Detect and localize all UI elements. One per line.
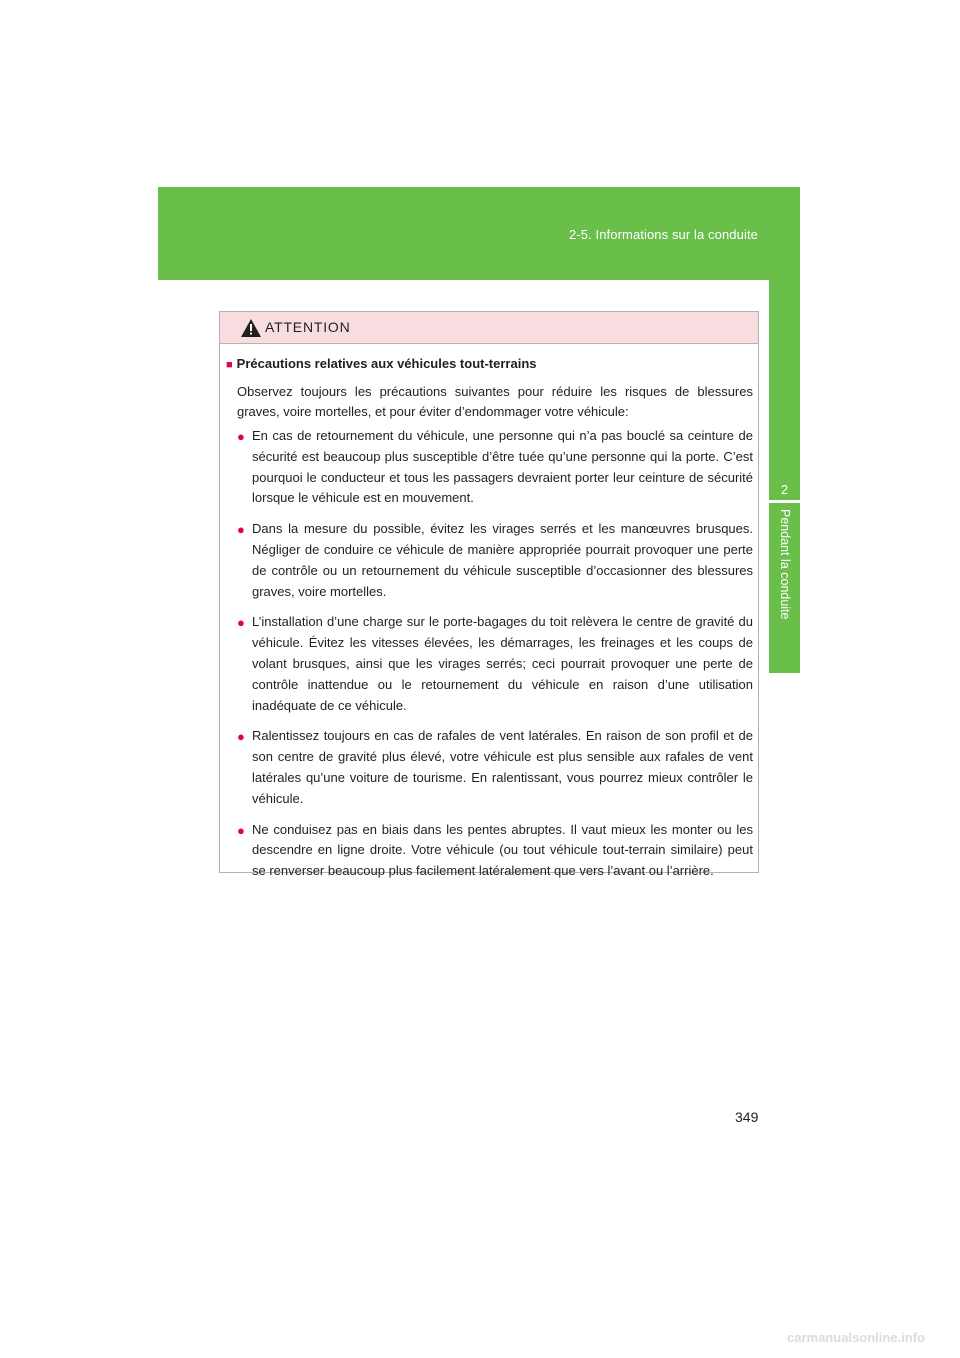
warning-header (220, 312, 758, 344)
chapter-tab-number (769, 280, 800, 500)
section-header-title: 2-5. Informations sur la conduite (568, 227, 758, 242)
chapter-label: Pendant la conduite (777, 509, 792, 620)
list-item: ● L’installation d’une charge sur le porte-bagages du toit relèvera le centre de gravité du véhicule. Évitez les vitesses élevées, les démarrages, les freinages et les coups de volant brusques, ainsi que les virages serrés; ceci pourrait provoquer une perte de contrôle inattendue ou le retournement du véhicule en raison d’une utilisation inadéquate de ce véhicule. (237, 614, 753, 713)
list-item: ● Ralentissez toujours en cas de rafales de vent latérales. En raison de son profil et de son centre de gravité plus élevé, votre véhicule est plus sensible aux rafales de vent latérales qu’une voiture de tourisme. En ralentissant, vous pourrez mieux contrôler le véhicule. (237, 728, 753, 806)
bullet-dot-icon: ● (237, 729, 245, 745)
chapter-number: 2 (780, 482, 789, 497)
list-item: ● Dans la mesure du possible, évitez les virages serrés et les manœuvres brusques. Négliger de conduire ce véhicule de manière appropriée pourrait provoquer une perte de contrôle ou un retournement du véhicule susceptible d’occasionner des blessures graves, voire mortelles. (237, 521, 753, 599)
warning-box (219, 311, 759, 879)
warning-section-heading (226, 356, 537, 371)
bullet-dot-icon: ● (237, 522, 245, 538)
warning-title: ATTENTION (265, 319, 351, 335)
list-item: ● Ne conduisez pas en biais dans les pentes abruptes. Il vaut mieux les monter ou les descendre en ligne droite. Votre véhicule (ou tout véhicule tout-terrain similaire) peut se renverser beaucoup plus facilement latéralement que vers l’avant ou l’arrière. (237, 821, 753, 879)
warning-intro: Observez toujours les précautions suivantes pour réduire les risques de blessures graves, voire mortelles, et pour éviter d’endommager votre véhicule: (237, 384, 753, 419)
warning-section-title: Précautions relatives aux véhicules tout-terrains (236, 356, 537, 371)
chapter-tab-label (769, 503, 800, 673)
bullet-dot-icon: ● (237, 822, 245, 838)
list-item: ● En cas de retournement du véhicule, une personne qui n’a pas bouclé sa ceinture de sécurité est beaucoup plus susceptible d’être tuée qu’une personne qui la porte. C’est pourquoi le conducteur et tous les passagers devraient porter leur ceinture de sécurité lorsque le véhicule est en mouvement. (237, 428, 753, 506)
square-bullet-icon: ■ (226, 359, 233, 371)
watermark: carmanualsonline.info (787, 1330, 925, 1345)
bullet-dot-icon: ● (237, 615, 245, 631)
page-number: 349 (735, 1109, 759, 1125)
warning-bullet-list (237, 426, 753, 892)
bullet-dot-icon: ● (237, 429, 245, 444)
warning-triangle-icon (241, 319, 261, 337)
header-band (158, 187, 800, 280)
